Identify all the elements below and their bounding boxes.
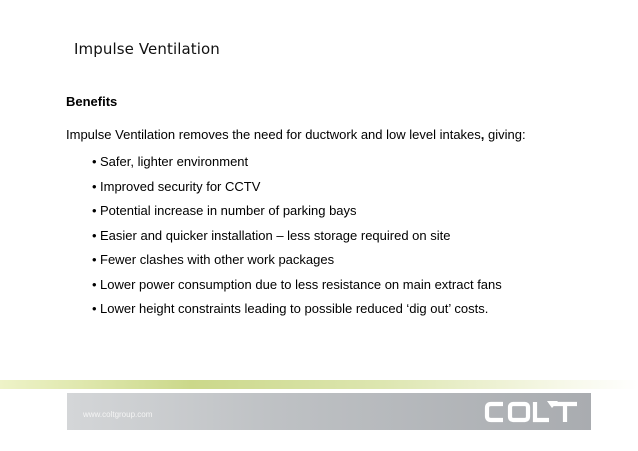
bullet-icon: • bbox=[92, 252, 97, 267]
list-item-text: Safer, lighter environment bbox=[100, 154, 249, 169]
footer-url: www.coltgroup.com bbox=[83, 410, 153, 419]
list-item bbox=[92, 297, 502, 322]
colt-logo bbox=[483, 399, 581, 425]
list-item-text: Lower power consumption due to less resistance on main extract fans bbox=[100, 276, 502, 292]
list-item bbox=[92, 199, 502, 224]
intro-text: Impulse Ventilation removes the need for ductwork and low level intakes bbox=[66, 127, 481, 142]
list-item-text: Lower height constraints leading to possible reduced ‘dig out’ costs. bbox=[100, 301, 489, 316]
bullet-icon: • bbox=[92, 301, 97, 316]
benefits-list bbox=[92, 150, 502, 322]
footer-gradient-strip bbox=[0, 380, 638, 389]
list-item-text: Easier and quicker installation – less storage required on site bbox=[100, 227, 451, 243]
bullet-icon: • bbox=[92, 203, 97, 218]
list-item bbox=[92, 273, 502, 298]
bullet-icon: • bbox=[92, 178, 97, 194]
list-item-text: Improved security for CCTV bbox=[100, 178, 261, 194]
bullet-icon: • bbox=[92, 154, 97, 169]
list-item bbox=[92, 175, 502, 200]
section-heading: Benefits bbox=[66, 94, 118, 109]
list-item-text: Fewer clashes with other work packages bbox=[100, 252, 335, 267]
intro-comma: , bbox=[480, 127, 485, 142]
list-item bbox=[92, 224, 502, 249]
bullet-icon: • bbox=[92, 227, 97, 243]
list-item-text: Potential increase in number of parking bays bbox=[100, 203, 357, 218]
list-item bbox=[92, 150, 502, 175]
slide-title: Impulse Ventilation bbox=[74, 40, 220, 58]
intro-paragraph bbox=[66, 127, 526, 142]
list-item bbox=[92, 248, 502, 273]
footer-bar bbox=[67, 393, 591, 430]
intro-tail: giving: bbox=[484, 127, 526, 142]
bullet-icon: • bbox=[92, 276, 97, 292]
